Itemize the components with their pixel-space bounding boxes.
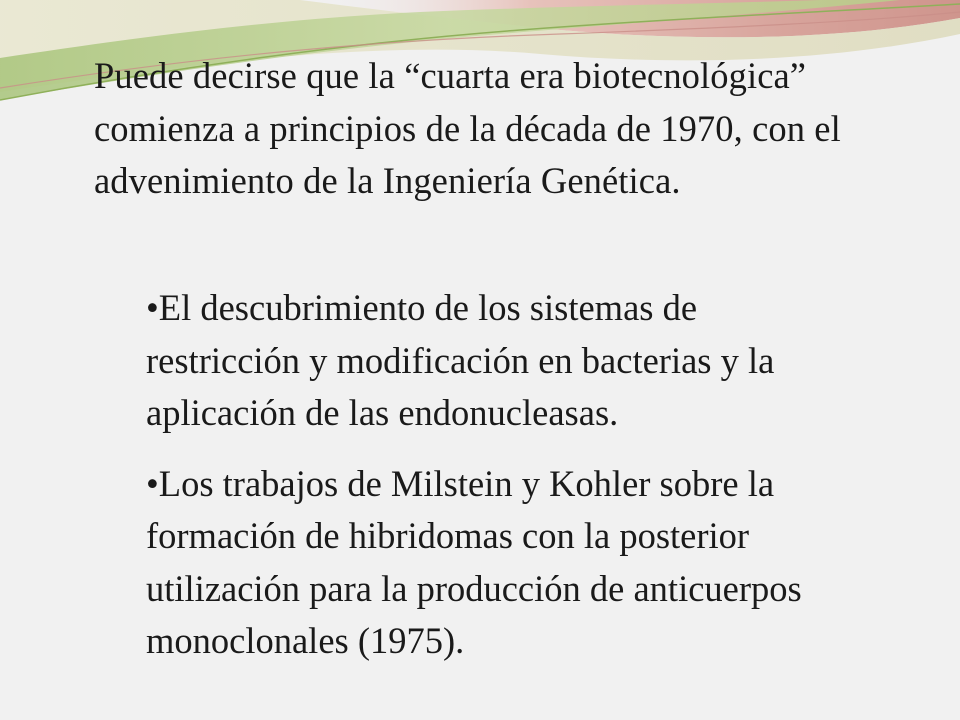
bullet-item-hybridomas [146,458,846,668]
bullet-list [146,282,846,668]
bullet-marker: • [146,287,159,328]
bullet-item-restriction-systems [146,282,846,440]
intro-paragraph: Puede decirse que la “cuarta era biotecnológica” comienza a principios de la década de 1970, con el advenimiento de la Ingeniería Genética. [94,55,841,201]
bullet-marker: • [146,462,159,504]
bullet-text: El descubrimiento de los sistemas de restricción y modificación en bacterias y la aplicación de las endonucleasas. [146,287,775,433]
bullet-text: Los trabajos de Milstein y Kohler sobre la formación de hibridomas con la posterior utilización para la producción de anticuerpos monoclonales (1975). [146,462,802,661]
